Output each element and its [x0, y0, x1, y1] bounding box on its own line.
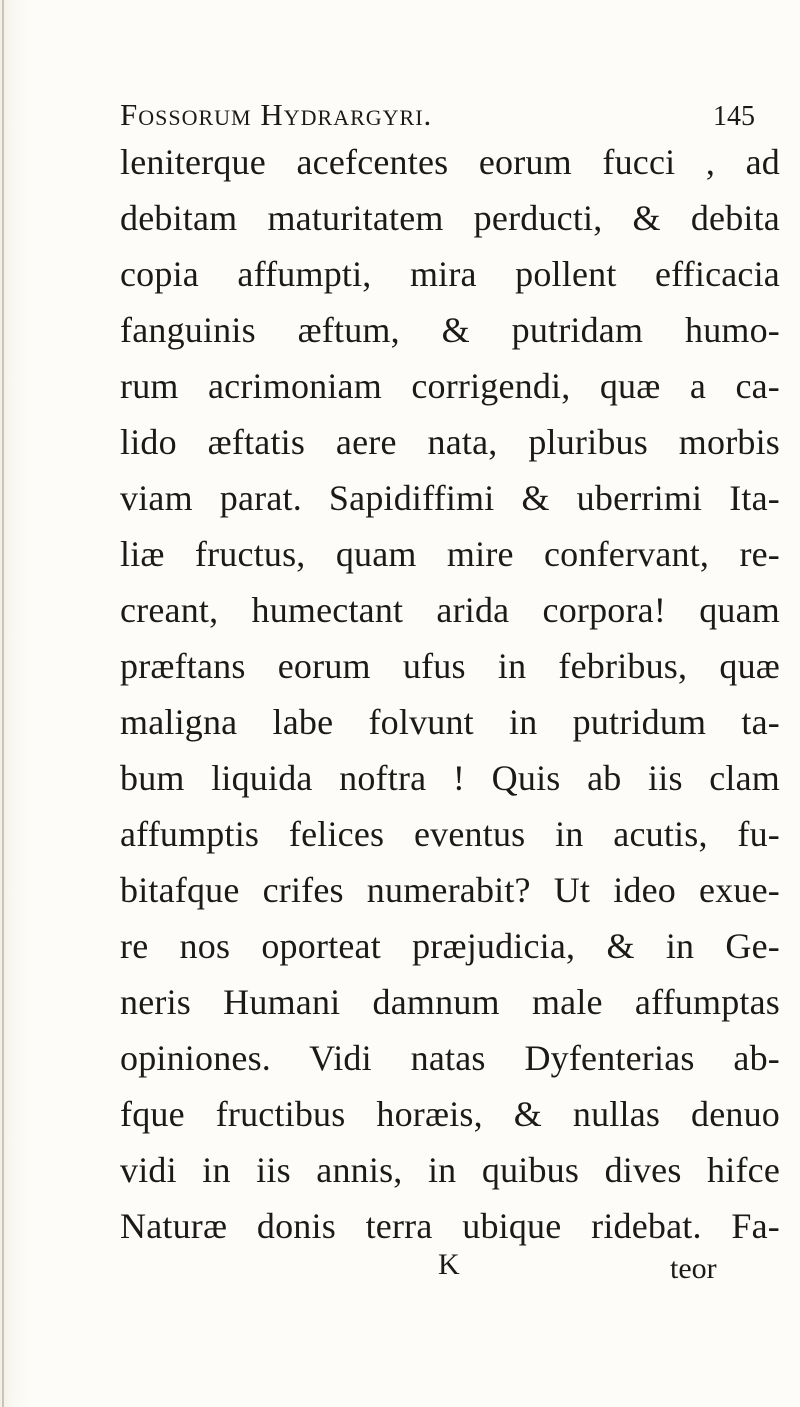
text-line: rum acrimoniam corrigendi, quæ a ca- — [120, 366, 780, 406]
gutter-edge — [2, 0, 4, 1407]
page-number: 145 — [713, 101, 755, 132]
text-line: vidi in iis annis, in quibus dives hifce — [120, 1150, 780, 1190]
text-line: lido æftatis aere nata, pluribus morbis — [120, 422, 780, 462]
text-line: opiniones. Vidi natas Dyfenterias ab- — [120, 1038, 780, 1078]
signature-mark: K — [438, 1248, 460, 1281]
text-line: leniterque acefcentes eorum fucci , ad — [120, 142, 780, 182]
text-line: re nos oporteat præjudicia, & in Ge- — [120, 926, 780, 966]
text-line: fque fructibus horæis, & nullas denuo — [120, 1094, 780, 1134]
text-line: præftans eorum ufus in febribus, quæ — [120, 646, 780, 686]
text-line: viam parat. Sapidiffimi & uberrimi Ita- — [120, 478, 780, 518]
text-line: neris Humani damnum male affumptas — [120, 982, 780, 1022]
text-line: maligna labe folvunt in putridum ta- — [120, 702, 780, 742]
text-line: liæ fructus, quam mire confervant, re- — [120, 534, 780, 574]
text-line: creant, humectant arida corpora! quam — [120, 590, 780, 630]
text-line: bum liquida noftra ! Quis ab iis clam — [120, 758, 780, 798]
text-line: affumptis felices eventus in acutis, fu- — [120, 814, 780, 854]
text-line: Naturæ donis terra ubique ridebat. Fa- — [120, 1206, 780, 1246]
text-line: fanguinis æftum, & putridam humo- — [120, 310, 780, 350]
text-line: bitafque crifes numerabit? Ut ideo exue- — [120, 870, 780, 910]
text-line: debitam maturitatem perducti, & debita — [120, 198, 780, 238]
footer-line — [120, 1248, 780, 1288]
catchword: teor — [670, 1252, 717, 1285]
text-line: copia affumpti, mira pollent efficacia — [120, 254, 780, 294]
running-head: Fossorum Hydrargyri. — [120, 97, 433, 132]
